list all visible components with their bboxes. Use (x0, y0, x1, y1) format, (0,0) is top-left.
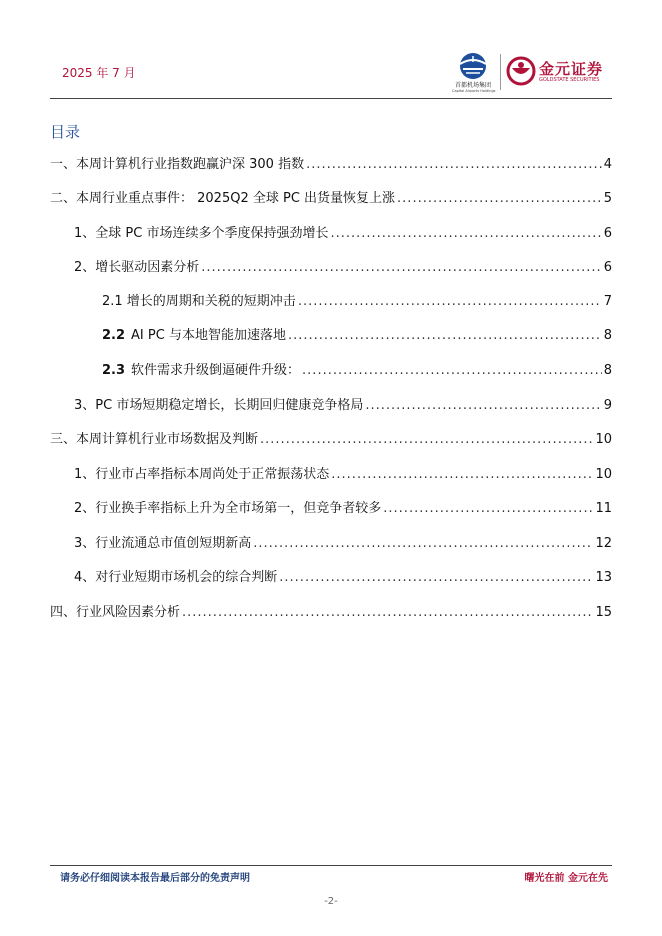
toc-entry[interactable] (102, 292, 612, 312)
toc-entry[interactable] (74, 465, 612, 485)
goldstate-logo (506, 56, 616, 90)
toc-entry-page: 8 (603, 363, 612, 378)
toc-entry[interactable] (74, 224, 612, 244)
toc-entry[interactable] (74, 258, 612, 278)
toc-entry-page: 7 (603, 294, 612, 309)
toc-leader-dots (182, 603, 593, 623)
toc-entry-page: 11 (595, 501, 612, 516)
toc-entry-label: 2、增长驱动因素分析 (74, 260, 200, 275)
toc-entry-page: 6 (603, 260, 612, 275)
toc-entry-page: 4 (603, 157, 612, 172)
goldstate-emblem-icon (506, 56, 536, 86)
toc-entry[interactable] (74, 568, 612, 588)
toc-entry-label: 2、行业换手率指标上升为全市场第一，但竞争者较多 (74, 501, 382, 516)
toc-entry[interactable] (50, 603, 612, 623)
toc-entry-number: 2.2 (102, 328, 126, 343)
toc-leader-dots (302, 361, 602, 381)
footer-rule (50, 865, 612, 866)
toc-entry-label: 2.1 增长的周期和关税的短期冲击 (102, 294, 296, 309)
toc-entry-label: 一、本周计算机行业指数跑赢沪深 300 指数 (50, 157, 305, 172)
toc-entry-label: 3、PC 市场短期稳定增长，长期回归健康竞争格局 (74, 398, 364, 413)
footer-disclaimer: 请务必仔细阅读本报告最后部分的免责声明 (60, 873, 250, 884)
toc-entry[interactable] (50, 189, 612, 209)
toc-entry-label: 4、对行业短期市场机会的综合判断 (74, 570, 278, 585)
toc-entry[interactable] (74, 499, 612, 519)
header-rule (50, 98, 612, 99)
toc-leader-dots (331, 465, 593, 485)
toc-leader-dots (306, 155, 602, 175)
toc-leader-dots (330, 224, 601, 244)
airport-logo-caption: 首都机场集团 (454, 82, 491, 89)
toc-entry-label: 1、全球 PC 市场连续多个季度保持强劲增长 (74, 226, 329, 241)
toc-entry[interactable] (74, 396, 612, 416)
toc-entry-label: 软件需求升级倒逼硬件升级： (131, 363, 301, 378)
toc-entry-page: 13 (595, 570, 612, 585)
toc-entry-label: 1、行业市占率指标本周尚处于正常振荡状态 (74, 467, 330, 482)
toc-entry-page: 10 (595, 467, 612, 482)
toc-entry[interactable] (50, 155, 612, 175)
toc-leader-dots (298, 292, 602, 312)
toc-leader-dots (383, 499, 593, 519)
toc-entry[interactable] (102, 361, 612, 381)
logo-divider (500, 54, 501, 90)
toc-entry-label: 三、本周计算机行业市场数据及判断 (50, 432, 259, 447)
toc-entry-label: 二、本周行业重点事件： 2025Q2 全球 PC 出货量恢复上涨 (50, 191, 396, 206)
toc-entry[interactable] (74, 534, 612, 554)
toc-leader-dots (260, 430, 593, 450)
toc-entry-label: AI PC 与本地智能加速落地 (131, 328, 286, 343)
toc-entry-label: 3、行业流通总市值创短期新高 (74, 536, 252, 551)
toc-entry-page: 15 (595, 605, 612, 620)
report-date: 2025 年 7 月 (62, 66, 136, 80)
toc-leader-dots (279, 568, 593, 588)
toc-entry[interactable] (50, 430, 612, 450)
toc-entry-page: 6 (603, 226, 612, 241)
footer-slogan: 曙光在前 金元在先 (524, 873, 608, 884)
toc-leader-dots (201, 258, 601, 278)
toc-title: 目录 (50, 123, 81, 141)
toc-entry-page: 9 (603, 398, 612, 413)
toc-leader-dots (365, 396, 601, 416)
toc-entry-page: 12 (595, 536, 612, 551)
toc-entry-page: 8 (603, 328, 612, 343)
goldstate-logo-name: 金元证券 (539, 60, 604, 78)
header-logos (452, 50, 612, 96)
toc-entry-number: 2.3 (102, 363, 126, 378)
goldstate-logo-english: GOLDSTATE SECURITIES (539, 77, 600, 83)
toc-entry[interactable] (102, 326, 612, 346)
toc-leader-dots (288, 326, 602, 346)
page-number: -2- (324, 896, 338, 907)
airport-logo-subcaption: Capital Airports Holdings (452, 89, 496, 93)
toc-leader-dots (253, 534, 593, 554)
toc-entry-page: 10 (595, 432, 612, 447)
toc-entry-page: 5 (603, 191, 612, 206)
capital-airports-logo (452, 50, 494, 96)
toc-leader-dots (397, 189, 602, 209)
toc-entry-label: 四、行业风险因素分析 (50, 605, 181, 620)
airport-emblem-icon (452, 50, 494, 82)
